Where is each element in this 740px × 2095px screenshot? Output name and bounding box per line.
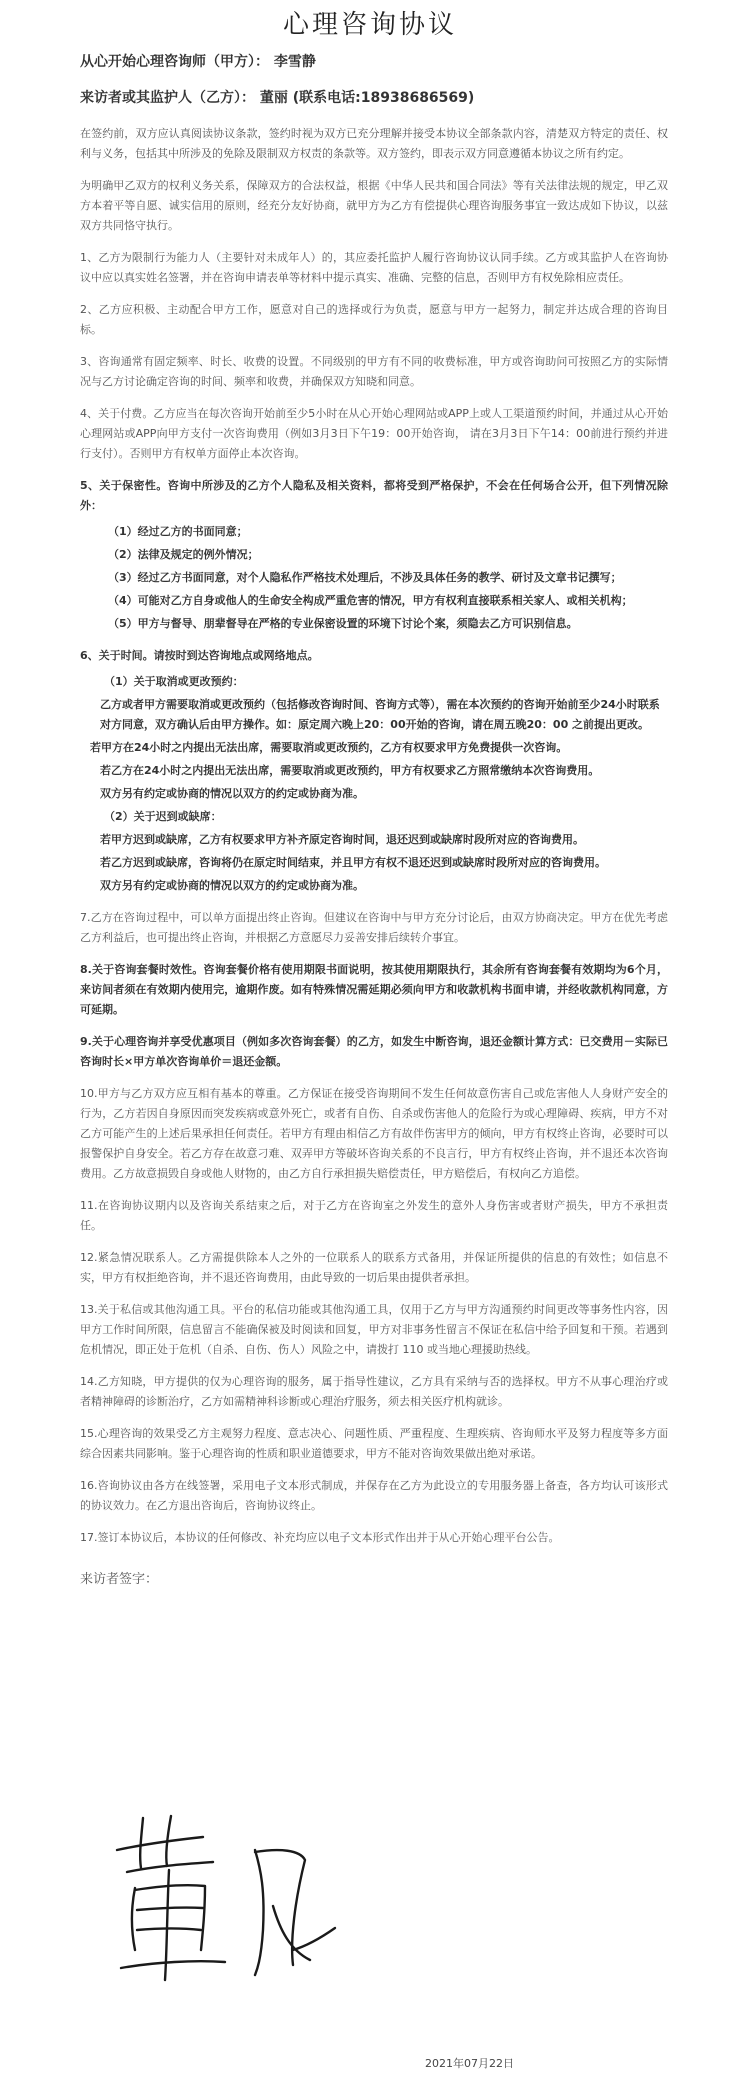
clause-5-item: （2）法律及规定的例外情况； bbox=[108, 548, 259, 561]
intro-paragraph-2: 为明确甲乙双方的权利义务关系，保障双方的合法权益，根据《中华人民共和国合同法》等有关法律法规的规定，甲乙双方本着平等自愿、诚实信用的原则，经充分友好协商，就甲方为乙方有偿提供心理咨询服务事宜一致达成如下协议，以兹双方共同恪守执行。 bbox=[80, 179, 668, 232]
clause-11: 11.在咨询协议期内以及咨询关系结束之后，对于乙方在咨询室之外发生的意外人身伤害或者财产损失，甲方不承担责任。 bbox=[80, 1199, 668, 1232]
clause-10: 10.甲方与乙方双方应互相有基本的尊重。乙方保证在接受咨询期间不发生任何故意伤害自己或危害他人人身财产安全的行为，乙方若因自身原因而突发疾病或意外死亡，或者有自伤、自杀或伤害他人的危险行为或心理障碍、疾病，甲方不对乙方可能产生的上述后果承担任何责任。若甲方有理由相信乙方有故伴伤害甲方的倾向，甲方有权终止咨询，必要时可以报警保护自身安全。若乙方存在故意刁难、双弄甲方等破坏咨询关系的不良言行，甲方有权终止咨询，并不退还本次咨询费用。乙方故意损毁自身或他人财物的，由乙方自行承担损失赔偿责任，甲方赔偿后，有权向乙方追偿。 bbox=[80, 1087, 668, 1180]
clause-6: 6、关于时间。请按时到达咨询地点或网络地点。 bbox=[80, 649, 319, 662]
clause-4: 4、关于付费。乙方应当在每次咨询开始前至少5小时在从心开始心理网站或APP上或人工渠道预约时间，并通过从心开始心理网站或APP向甲方支付一次咨询费用（例如3月3日下午19：00开始咨询， 请在3月3日下午14：00前进行预约并进行支付）。否则甲方有权单方面停止本次咨询。 bbox=[80, 407, 668, 460]
clause-7: 7.乙方在咨询过程中，可以单方面提出终止咨询。但建议在咨询中与甲方充分讨论后，由双方协商决定。甲方在优先考虑乙方利益后，也可提出终止咨询，并根据乙方意愿尽力妥善安排后续转介事宜。 bbox=[80, 911, 668, 944]
clause-6-late-p2: 若乙方迟到或缺席，咨询将仍在原定时间结束，并且甲方有权不退还迟到或缺席时段所对应的咨询费用。 bbox=[100, 856, 606, 869]
clause-6-subtitle-cancel: （1）关于取消或更改预约： bbox=[104, 675, 244, 688]
signer-label: 来访者签字： bbox=[80, 1572, 159, 1587]
clause-5-item: （3）经过乙方书面同意，对个人隐私作严格技术处理后，不涉及具体任务的教学、研讨及文章书记撰写； bbox=[108, 571, 622, 584]
clause-2: 2、乙方应积极、主动配合甲方工作，愿意对自己的选择或行为负责，愿意与甲方一起努力，制定并达成合理的咨询目标。 bbox=[80, 303, 668, 336]
clause-6-cancel-p4: 双方另有约定或协商的情况以双方的约定或协商为准。 bbox=[100, 787, 364, 800]
party-a: 从心开始心理咨询师（甲方）： 李雪静 bbox=[80, 54, 316, 70]
clause-16: 16.咨询协议由各方在线签署，采用电子文本形式制成，并保存在乙方为此设立的专用服务器上备查，各方均认可该形式的协议效力。在乙方退出咨询后，咨询协议终止。 bbox=[80, 1479, 668, 1512]
clause-5-item: （4）可能对乙方自身或他人的生命安全构成严重危害的情况，甲方有权利直接联系相关家人、或相关机构； bbox=[108, 594, 633, 607]
clause-6-group bbox=[80, 646, 668, 896]
clause-5-item: （1）经过乙方的书面同意； bbox=[108, 525, 248, 538]
clause-6-subtitle-late: （2）关于迟到或缺席： bbox=[104, 810, 222, 823]
clause-5: 5、关于保密性。咨询中所涉及的乙方个人隐私及相关资料，都将受到严格保护，不会在任何场合公开，但下列情况除外： bbox=[80, 479, 668, 512]
clause-6-late-p3: 双方另有约定或协商的情况以双方的约定或协商为准。 bbox=[100, 879, 364, 892]
clause-5-item: （5）甲方与督导、朋辈督导在严格的专业保密设置的环境下讨论个案，须隐去乙方可识别信息。 bbox=[108, 617, 578, 630]
signing-date: 2021年07月22日 bbox=[425, 2057, 514, 2070]
clause-15: 15.心理咨询的效果受乙方主观努力程度、意志决心、问题性质、严重程度、生理疾病、咨询师水平及努力程度等多方面综合因素共同影响。鉴于心理咨询的性质和职业道德要求，甲方不能对咨询效果做出绝对承诺。 bbox=[80, 1427, 668, 1460]
clause-6-late-p1: 若甲方迟到或缺席，乙方有权要求甲方补齐原定咨询时间，退还迟到或缺席时段所对应的咨询费用。 bbox=[100, 833, 584, 846]
intro-paragraph-1: 在签约前，双方应认真阅读协议条款，签约时视为双方已充分理解并接受本协议全部条款内容，清楚双方特定的责任、权利与义务，包括其中所涉及的免除及限制双方权责的条款等。双方签约，即表示双方同意遵循本协议之所有约定。 bbox=[80, 127, 668, 160]
clause-3: 3、咨询通常有固定频率、时长、收费的设置。不同级别的甲方有不同的收费标准，甲方或咨询助问可按照乙方的实际情况与乙方讨论确定咨询的时间、频率和收费，并确保双方知晓和同意。 bbox=[80, 355, 668, 388]
clause-9: 9.关于心理咨询并享受优惠项目（例如多次咨询套餐）的乙方，如发生中断咨询，退还金额计算方式：已交费用－实际已咨询时长×甲方单次咨询单价＝退还金额。 bbox=[80, 1035, 668, 1068]
clause-6-cancel-p3: 若乙方在24小时之内提出无法出席，需要取消或更改预约，甲方有权要求乙方照常缴纳本次咨询费用。 bbox=[100, 764, 600, 777]
clause-8: 8.关于咨询套餐时效性。咨询套餐价格有使用期限书面说明，按其使用期限执行，其余所有咨询套餐有效期均为6个月，来访间者须在有效期内使用完，逾期作废。如有特殊情况需延期必须向甲方和收款机构书面申请，并经收款机构同意，方可延期。 bbox=[80, 963, 668, 1016]
clause-13: 13.关于私信或其他沟通工具。平台的私信功能或其他沟通工具，仅用于乙方与甲方沟通预约时间更改等事务性内容，因甲方工作时间所限，信息留言不能确保被及时阅读和回复，甲方对非事务性留言不保证在私信中给予回复和干预。若遇到危机情况，即正处于危机（自杀、自伤、伤人）风险之中，请拨打 110 或当地心理援助热线。 bbox=[80, 1303, 668, 1356]
clause-14: 14.乙方知晓，甲方提供的仅为心理咨询的服务，属于指导性建议，乙方具有采纳与否的选择权。甲方不从事心理治疗或者精神障碍的诊断治疗，乙方如需精神科诊断或心理治疗服务，须去相关医疗机构就诊。 bbox=[80, 1375, 668, 1408]
handwritten-signature bbox=[105, 1810, 345, 1990]
page-title: 心理咨询协议 bbox=[282, 10, 457, 40]
clause-17: 17.签订本协议后，本协议的任何修改、补充均应以电子文本形式作出并于从心开始心理平台公告。 bbox=[80, 1531, 560, 1544]
clause-6-cancel-p2: 若甲方在24小时之内提出无法出席，需要取消或更改预约，乙方有权要求甲方免费提供一次咨询。 bbox=[90, 741, 568, 754]
party-b: 来访者或其监护人（乙方）： 董丽 (联系电话:18938686569) bbox=[80, 90, 475, 106]
clause-5-group bbox=[80, 476, 668, 634]
agreement-body bbox=[80, 52, 668, 1587]
clause-6-cancel-p1: 乙方或者甲方需要取消或更改预约（包括修改咨询时间、咨询方式等），需在本次预约的咨询开始前至少24小时联系对方同意，双方确认后由甲方操作。如：原定周六晚上20：00开始的咨询，请在周五晚20：00 之前提出更改。 bbox=[100, 698, 660, 731]
clause-12: 12.紧急情况联系人。乙方需提供除本人之外的一位联系人的联系方式备用，并保证所提供的信息的有效性；如信息不实，甲方有权拒绝咨询，并不退还咨询费用，由此导致的一切后果由提供者承担。 bbox=[80, 1251, 668, 1284]
clause-1: 1、乙方为限制行为能力人（主要针对未成年人）的，其应委托监护人履行咨询协议认同手续。乙方或其监护人在咨询协议中应以真实姓名签署，并在咨询申请表单等材料中提示真实、准确、完整的信息，否则甲方有权免除相应责任。 bbox=[80, 251, 668, 284]
